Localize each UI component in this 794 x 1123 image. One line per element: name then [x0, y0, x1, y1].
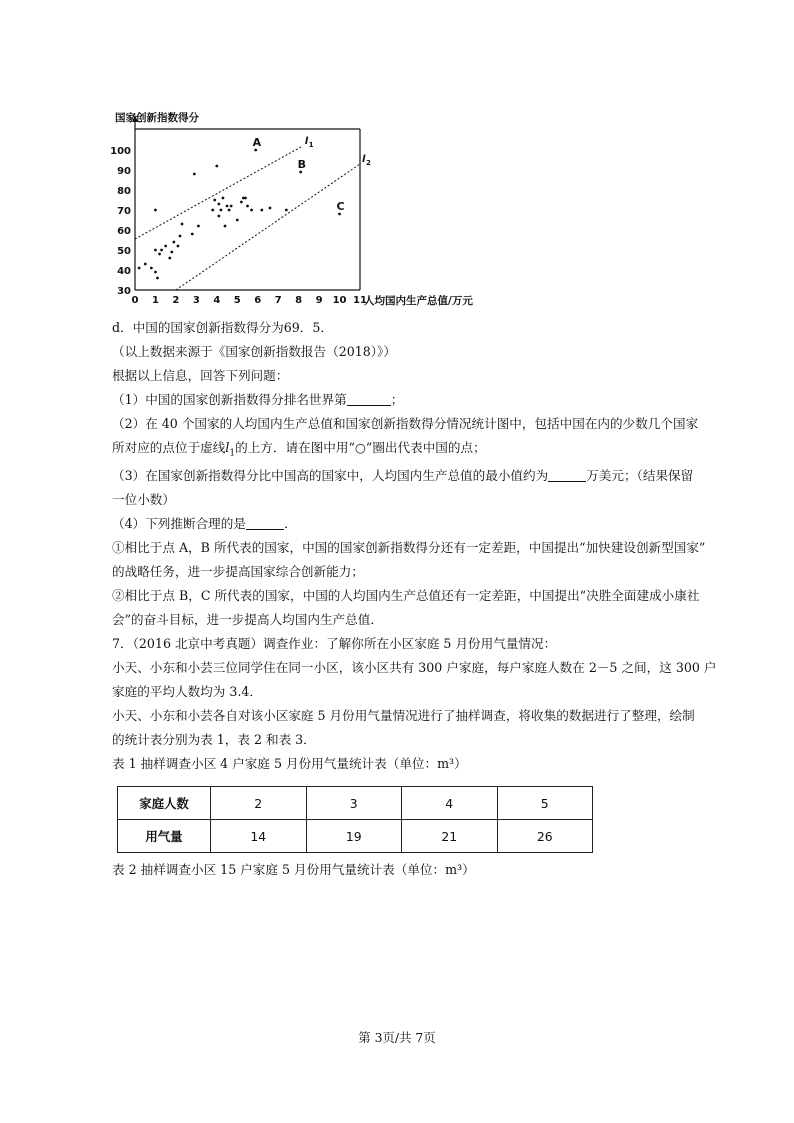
data-point — [211, 209, 214, 212]
table-cell: 19 — [306, 820, 402, 853]
table-row — [118, 787, 593, 820]
x-tick-label: 7 — [274, 295, 282, 306]
y-tick-label: 100 — [110, 146, 131, 157]
option-1-line2: 的战略任务，进一步提高国家综合创新能力； — [112, 564, 364, 579]
question-3-text-a: （3）在国家创新指数得分比中国高的国家中，人均国内生产总值的最小值约为 — [112, 468, 549, 483]
data-point — [193, 173, 196, 176]
data-point — [285, 209, 288, 212]
data-point — [181, 223, 184, 226]
data-point — [191, 233, 194, 236]
question-1-end: ； — [390, 392, 404, 407]
x-tick-label: 4 — [213, 295, 221, 306]
problem-7-line2: 家庭的平均人数均为 3.4． — [112, 684, 262, 699]
x-tick-label: 8 — [295, 295, 303, 306]
data-point — [228, 209, 231, 212]
question-2-text-b: 的上方．请在图中用“○”圈出代表中国的点； — [235, 440, 486, 455]
dashed-line-l1 — [135, 146, 303, 239]
data-point — [217, 215, 220, 218]
y-tick-label: 50 — [117, 246, 131, 257]
question-4-text: （4）下列推断合理的是 — [112, 516, 246, 531]
data-source: （以上数据来源于《国家创新指数报告（2018）》） — [112, 344, 396, 359]
data-point — [220, 209, 223, 212]
x-tick-label: 3 — [192, 295, 200, 306]
problem-7-line4: 的统计表分别为表 1，表 2 和表 3． — [112, 732, 316, 747]
data-point — [154, 271, 157, 274]
dashed-line-l2 — [176, 164, 360, 290]
data-point — [177, 245, 180, 248]
question-2-line1: （2）在 40 个国家的人均国内生产总值和国家创新指数得分情况统计图中，包括中国在内的少数几个国家 — [112, 416, 699, 431]
table-2-caption: 表 2 抽样调查小区 15 户家庭 5 月份用气量统计表（单位：m³） — [112, 862, 475, 877]
question-4-end: ． — [283, 516, 297, 531]
data-point — [246, 205, 249, 208]
y-tick-label: 90 — [117, 166, 131, 177]
answer-blank-3[interactable] — [548, 467, 586, 482]
data-point — [240, 201, 243, 204]
problem-7-line3: 小天、小东和小芸各自对该小区家庭 5 月份用气量情况进行了抽样调查，将收集的数据进行了整理，绘制 — [112, 708, 695, 723]
data-point — [260, 209, 263, 212]
data-point — [154, 249, 157, 252]
question-3-line1 — [112, 464, 692, 488]
data-point — [213, 199, 216, 202]
line-label-l1: l — [304, 136, 309, 147]
point-label-a: A — [252, 136, 262, 149]
x-axis-title: 人均国内生产总值/万元 — [364, 295, 473, 307]
data-point — [269, 207, 272, 210]
data-point — [179, 235, 182, 238]
y-tick-label: 70 — [117, 206, 131, 217]
table-header-persons: 家庭人数 — [118, 787, 211, 820]
data-point — [164, 245, 167, 248]
table-cell: 5 — [497, 787, 593, 820]
line-label-l2: l — [362, 154, 366, 165]
statement-d: d．中国的国家创新指数得分为69．5． — [112, 320, 334, 335]
x-tick-label: 11 — [353, 295, 367, 306]
data-point — [170, 251, 173, 254]
data-point — [226, 205, 229, 208]
data-point — [215, 165, 218, 168]
data-point-c — [338, 213, 341, 216]
table-1-caption: 表 1 抽样调查小区 4 户家庭 5 月份用气量统计表（单位：m³） — [112, 756, 467, 771]
answer-blank-4[interactable] — [246, 515, 284, 530]
data-point — [230, 205, 233, 208]
scatter-chart — [100, 100, 520, 315]
x-tick-label: 5 — [233, 295, 241, 306]
data-point — [160, 249, 163, 252]
data-point-b — [299, 171, 302, 174]
data-point — [158, 253, 161, 256]
y-tick-label: 60 — [117, 226, 131, 237]
x-tick-label: 1 — [151, 295, 159, 306]
x-tick-label: 6 — [254, 295, 262, 306]
question-prompt: 根据以上信息，回答下列问题： — [112, 368, 289, 383]
table-cell: 4 — [402, 787, 498, 820]
data-point — [168, 257, 171, 260]
y-tick-label: 40 — [117, 266, 131, 277]
data-point — [138, 267, 141, 270]
x-tick-label: 0 — [131, 295, 139, 306]
data-point — [217, 203, 220, 206]
point-label-c: C — [336, 200, 345, 213]
x-tick-label: 2 — [172, 295, 180, 306]
x-tick-label: 10 — [332, 295, 347, 306]
question-4 — [112, 512, 692, 536]
option-2-line2: 会”的奋斗目标，进一步提高人均国内生产总值． — [112, 612, 383, 627]
data-point — [250, 209, 253, 212]
data-point — [224, 225, 227, 228]
x-tick-label: 9 — [315, 295, 323, 306]
question-3-text-b: 万美元；（结果保留 — [586, 468, 694, 483]
y-tick-label: 80 — [117, 186, 131, 197]
problem-7-line1: 小天、小东和小芸三位同学住在同一小区，该小区共有 300 户家庭，每户家庭人数在 2－5 之间，这 300 户 — [112, 660, 717, 675]
table-cell: 14 — [211, 820, 307, 853]
data-point — [172, 241, 175, 244]
line-l1-subscript: 1 — [229, 448, 236, 459]
line-label-subscript: 2 — [366, 159, 371, 167]
table-cell: 2 — [211, 787, 307, 820]
data-point — [236, 219, 239, 222]
gas-usage-table-1 — [117, 786, 593, 853]
data-point — [150, 267, 153, 270]
data-point — [197, 225, 200, 228]
answer-blank-1[interactable] — [347, 391, 391, 406]
data-point — [244, 197, 247, 200]
data-point — [144, 263, 147, 266]
table-cell: 21 — [402, 820, 498, 853]
data-point — [154, 209, 157, 212]
data-point — [156, 277, 159, 280]
table-header-usage: 用气量 — [118, 820, 211, 853]
page-footer: 第 3页/共 7页 — [358, 1030, 436, 1045]
problem-7-title: 7．（2016 北京中考真题）调查作业：了解你所在小区家庭 5 月份用气量情况： — [112, 636, 557, 651]
y-tick-label: 30 — [117, 286, 131, 297]
question-3-line2: 一位小数） — [112, 492, 175, 507]
data-point — [222, 197, 225, 200]
option-1-line1: ①相比于点 A，B 所代表的国家，中国的国家创新指数得分还有一定差距，中国提出“加快建设创新型国家” — [112, 540, 706, 555]
table-cell: 3 — [306, 787, 402, 820]
question-1-text: （1）中国的国家创新指数得分排名世界第 — [112, 392, 347, 407]
line-label-subscript: 1 — [308, 141, 314, 149]
question-1 — [112, 388, 692, 412]
table-row — [118, 820, 593, 853]
y-axis-title: 国家创新指数得分 — [115, 112, 199, 124]
data-point-a — [254, 149, 257, 152]
point-label-b: B — [297, 158, 307, 171]
option-2-line1: ②相比于点 B，C 所代表的国家，中国的人均国内生产总值还有一定差距，中国提出“决胜全面建成小康社 — [112, 588, 700, 603]
table-cell: 26 — [497, 820, 593, 853]
question-2-line2 — [112, 436, 692, 466]
question-2-text-a: 所对应的点位于虚线 — [112, 440, 226, 455]
line-l1-symbol: l — [225, 440, 230, 455]
